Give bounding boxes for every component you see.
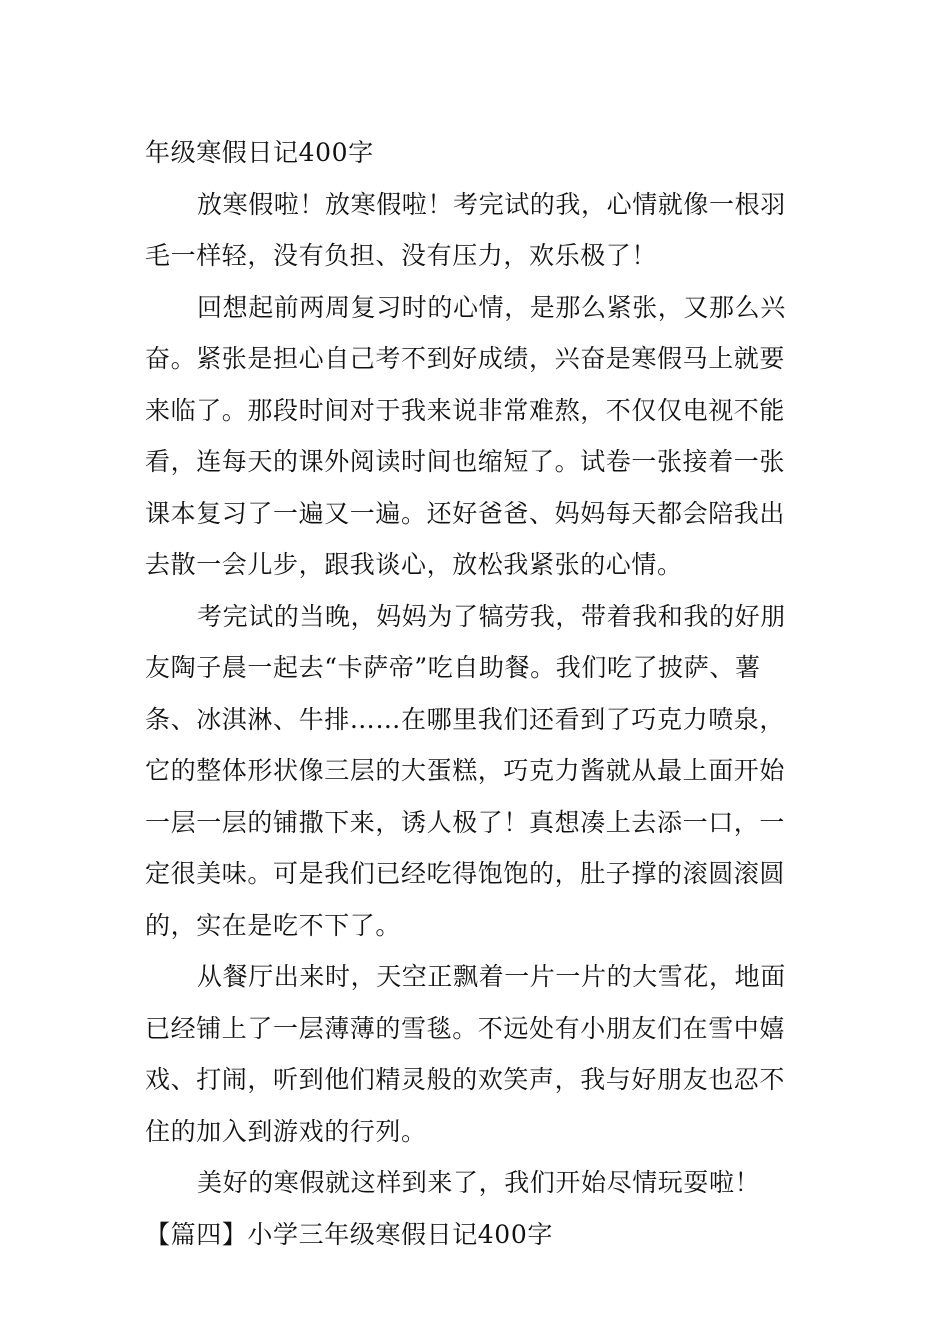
paragraph-line: 毛一样轻，没有负担、没有压力，欢乐极了！	[145, 241, 658, 270]
paragraph-line: 回想起前两周复习时的心情，是那么紧张，又那么兴	[197, 292, 786, 322]
paragraph-line: 看，连每天的课外阅读时间也缩短了。试卷一张接着一张	[145, 447, 786, 476]
paragraph-line: 的，实在是吃不下了。	[145, 910, 402, 940]
paragraph-line: 住的加入到游戏的行列。	[145, 1116, 427, 1146]
paragraph-line: 友陶子晨一起去“卡萨帝”吃自助餐。我们吃了披萨、薯	[145, 653, 761, 682]
document-page	[145, 127, 810, 1260]
paragraph-line: 从餐厅出来时，天空正飘着一片一片的大雪花，地面	[197, 962, 786, 991]
paragraph-line: 美好的寒假就这样到来了，我们开始尽情玩耍啦！	[197, 1168, 761, 1197]
paragraph-line: 考完试的当晚，妈妈为了犒劳我，带着我和我的好朋	[197, 601, 786, 631]
paragraph-3	[145, 591, 810, 952]
paragraph-2	[145, 282, 810, 591]
paragraph-line: 课本复习了一遍又一遍。还好爸爸、妈妈每天都会陪我出	[145, 498, 786, 528]
paragraph-line: 放寒假啦！放寒假啦！考完试的我，心情就像一根羽	[197, 189, 786, 219]
section-heading: 【篇四】小学三年级寒假日记400字	[145, 1219, 553, 1249]
paragraph-line: 奋。紧张是担心自己考不到好成绩，兴奋是寒假马上就要	[145, 344, 786, 373]
paragraph-line: 它的整体形状像三层的大蛋糕，巧克力酱就从最上面开始	[145, 756, 786, 785]
document-title: 年级寒假日记400字	[145, 138, 374, 167]
paragraph-line: 来临了。那段时间对于我来说非常难熬，不仅仅电视不能	[145, 395, 786, 425]
paragraph-line: 戏、打闹，听到他们精灵般的欢笑声，我与好朋友也忍不	[145, 1065, 786, 1094]
paragraph-line: 已经铺上了一层薄薄的雪毯。不远处有小朋友们在雪中嬉	[145, 1013, 786, 1043]
paragraph-line: 定很美味。可是我们已经吃得饱饱的，肚子撑的滚圆滚圆	[145, 859, 786, 888]
paragraph-line: 去散一会儿步，跟我谈心，放松我紧张的心情。	[145, 550, 683, 579]
paragraph-line: 一层一层的铺撒下来，诱人极了！真想凑上去添一口，一	[145, 807, 786, 837]
paragraph-5	[145, 1157, 810, 1209]
paragraph-1	[145, 179, 810, 282]
paragraph-4	[145, 951, 810, 1157]
paragraph-line: 条、冰淇淋、牛排……在哪里我们还看到了巧克力喷泉，	[145, 704, 786, 734]
